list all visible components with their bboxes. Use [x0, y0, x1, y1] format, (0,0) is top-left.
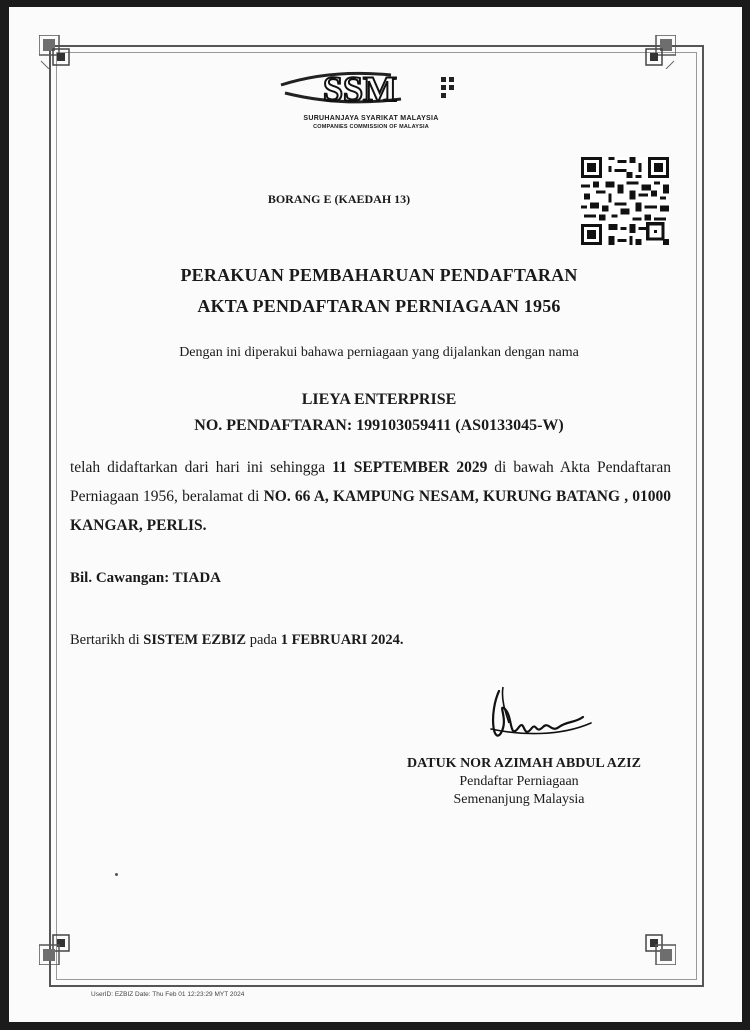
- dated-prefix: Bertarikh di: [70, 632, 144, 648]
- signatory-title: Pendaftar Perniagaan: [459, 774, 579, 789]
- logo-line-english: COMPANIES COMMISSION OF MALAYSIA: [313, 124, 429, 130]
- speck-mark: [115, 873, 118, 876]
- signature-icon: [479, 683, 594, 755]
- signatory-region: Semenanjung Malaysia: [453, 792, 585, 807]
- intro-text: Dengan ini diperakui bahawa perniagaan yang dijalankan dengan nama: [179, 345, 579, 360]
- issue-date: 1 FEBRUARI 2024.: [280, 632, 404, 648]
- corner-ornament-icon: [39, 35, 73, 69]
- ssm-logo: [271, 63, 471, 135]
- business-address: NO. 66 A, KAMPUNG NESAM, KURUNG BATANG , 01000 KANGAR, PERLIS.: [70, 488, 671, 534]
- corner-ornament-icon: [39, 931, 73, 965]
- logo-line-malay: SURUHANJAYA SYARIKAT MALAYSIA: [303, 115, 439, 122]
- dated-line: [70, 632, 404, 649]
- form-code: BORANG E (KAEDAH 13): [267, 192, 411, 206]
- signatory-name: DATUK NOR AZIMAH ABDUL AZIZ: [407, 756, 641, 771]
- dated-middle: pada: [246, 632, 281, 648]
- certificate-subtitle: AKTA PENDAFTARAN PERNIAGAAN 1956: [197, 296, 561, 316]
- certificate-page: [9, 7, 742, 1022]
- certificate-title: PERAKUAN PEMBAHARUAN PENDAFTARAN: [180, 265, 578, 285]
- expiry-date: 11 SEPTEMBER 2029: [332, 459, 488, 476]
- branch-count: Bil. Cawangan: TIADA: [70, 570, 222, 586]
- body-text-2: di bawah Akta Pendaftaran Perniagaan 1956, beralamat di: [70, 459, 672, 505]
- business-name: LIEYA ENTERPRISE: [301, 391, 457, 408]
- footer-user-stamp: UserID: EZBIZ Date: Thu Feb 01 12:23:29 MYT 2024: [91, 991, 245, 998]
- issuing-system: SISTEM EZBIZ: [143, 632, 247, 648]
- corner-ornament-icon: [642, 35, 676, 69]
- registration-number: NO. PENDAFTARAN: 199103059411 (AS0133045-W): [194, 417, 564, 434]
- registration-paragraph: [70, 453, 671, 540]
- body-text-1: telah didaftarkan dari hari ini sehingga: [70, 459, 333, 476]
- qr-code-icon: [581, 157, 669, 245]
- svg-text:SSM: SSM: [323, 69, 398, 109]
- corner-ornament-icon: [642, 931, 676, 965]
